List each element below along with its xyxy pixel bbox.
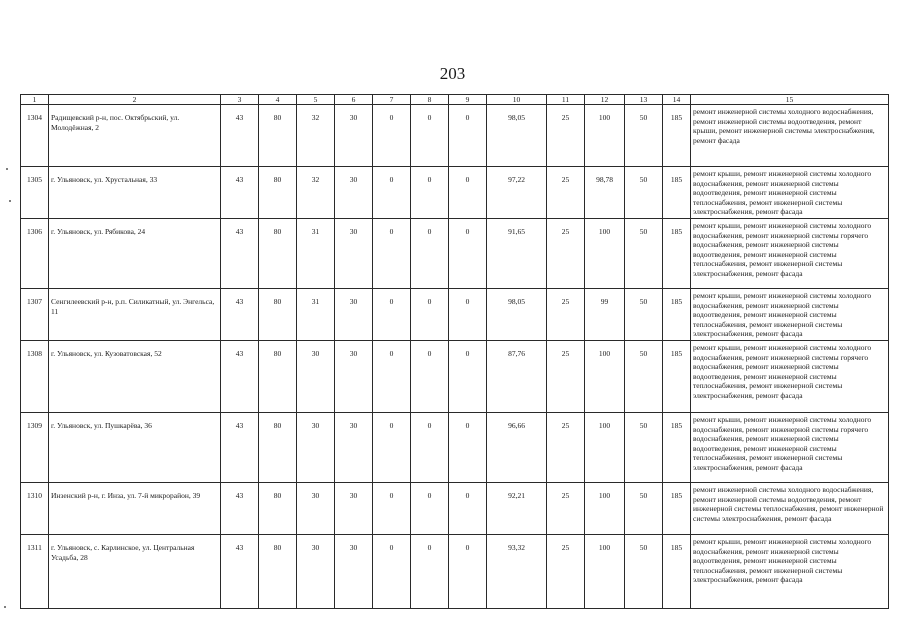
cell-value: 0 xyxy=(449,167,487,219)
cell-value: 43 xyxy=(221,534,259,608)
row-works: ремонт крыши, ремонт инженерной системы холодного водоснабжения, ремонт инженерной системы горячего водоснабжения, ремонт инженерной системы водоотведения, ремонт инженерной системы теплоснабжения, ремонт инженерной системы электроснабжения, ремонт фасада xyxy=(691,218,889,288)
cell-value: 185 xyxy=(663,105,691,167)
row-address: г. Ульяновск, ул. Пушкарёва, 36 xyxy=(49,412,221,482)
column-number: 4 xyxy=(259,95,297,105)
cell-value: 25 xyxy=(547,534,585,608)
cell-value: 87,76 xyxy=(487,340,547,412)
row-id: 1306 xyxy=(21,218,49,288)
table-row xyxy=(21,105,889,167)
cell-value: 185 xyxy=(663,482,691,534)
cell-value: 98,05 xyxy=(487,288,547,340)
cell-value: 31 xyxy=(297,288,335,340)
row-address: г. Ульяновск, ул. Кузоватовская, 52 xyxy=(49,340,221,412)
column-number: 12 xyxy=(585,95,625,105)
table-row xyxy=(21,288,889,340)
column-number: 7 xyxy=(373,95,411,105)
cell-value: 30 xyxy=(297,534,335,608)
cell-value: 93,32 xyxy=(487,534,547,608)
cell-value: 43 xyxy=(221,340,259,412)
cell-value: 0 xyxy=(449,482,487,534)
column-number-row xyxy=(21,95,889,105)
cell-value: 25 xyxy=(547,288,585,340)
row-address: Инзенский р-н, г. Инза, ул. 7-й микрорайон, 39 xyxy=(49,482,221,534)
cell-value: 25 xyxy=(547,105,585,167)
cell-value: 96,66 xyxy=(487,412,547,482)
cell-value: 50 xyxy=(625,167,663,219)
cell-value: 25 xyxy=(547,218,585,288)
table-row xyxy=(21,534,889,608)
cell-value: 30 xyxy=(335,105,373,167)
cell-value: 99 xyxy=(585,288,625,340)
cell-value: 80 xyxy=(259,218,297,288)
cell-value: 30 xyxy=(335,482,373,534)
cell-value: 100 xyxy=(585,534,625,608)
scan-speck xyxy=(4,606,6,608)
column-number: 14 xyxy=(663,95,691,105)
cell-value: 32 xyxy=(297,167,335,219)
cell-value: 0 xyxy=(411,288,449,340)
cell-value: 0 xyxy=(373,412,411,482)
cell-value: 80 xyxy=(259,534,297,608)
cell-value: 0 xyxy=(411,534,449,608)
table-row xyxy=(21,412,889,482)
row-works: ремонт инженерной системы холодного водоснабжения, ремонт инженерной системы водоотведения, ремонт крыши, ремонт инженерной системы электроснабжения, ремонт фасада xyxy=(691,105,889,167)
cell-value: 0 xyxy=(373,167,411,219)
cell-value: 50 xyxy=(625,288,663,340)
cell-value: 25 xyxy=(547,412,585,482)
cell-value: 91,65 xyxy=(487,218,547,288)
cell-value: 43 xyxy=(221,412,259,482)
row-id: 1304 xyxy=(21,105,49,167)
cell-value: 185 xyxy=(663,340,691,412)
cell-value: 30 xyxy=(335,167,373,219)
cell-value: 98,05 xyxy=(487,105,547,167)
cell-value: 98,78 xyxy=(585,167,625,219)
cell-value: 50 xyxy=(625,340,663,412)
cell-value: 0 xyxy=(411,340,449,412)
cell-value: 0 xyxy=(411,218,449,288)
cell-value: 50 xyxy=(625,412,663,482)
cell-value: 0 xyxy=(449,340,487,412)
cell-value: 0 xyxy=(373,482,411,534)
column-number: 2 xyxy=(49,95,221,105)
cell-value: 31 xyxy=(297,218,335,288)
row-id: 1311 xyxy=(21,534,49,608)
row-works: ремонт инженерной системы холодного водоснабжения, ремонт инженерной системы водоотведения, ремонт инженерной системы теплоснабжения, ремонт инженерной системы электроснабжения, ремонт фасада xyxy=(691,482,889,534)
cell-value: 50 xyxy=(625,218,663,288)
row-works: ремонт крыши, ремонт инженерной системы холодного водоснабжения, ремонт инженерной системы горячего водоснабжения, ремонт инженерной системы водоотведения, ремонт инженерной системы теплоснабжения, ремонт инженерной системы электроснабжения, ремонт фасада xyxy=(691,412,889,482)
cell-value: 30 xyxy=(335,288,373,340)
cell-value: 0 xyxy=(449,534,487,608)
cell-value: 25 xyxy=(547,167,585,219)
cell-value: 25 xyxy=(547,482,585,534)
cell-value: 100 xyxy=(585,105,625,167)
row-works: ремонт крыши, ремонт инженерной системы холодного водоснабжения, ремонт инженерной системы водоотведения, ремонт инженерной системы теплоснабжения, ремонт инженерной системы электроснабжения, ремонт фасада xyxy=(691,534,889,608)
cell-value: 80 xyxy=(259,340,297,412)
table-row xyxy=(21,218,889,288)
cell-value: 80 xyxy=(259,167,297,219)
cell-value: 80 xyxy=(259,482,297,534)
row-id: 1308 xyxy=(21,340,49,412)
row-address: г. Ульяновск, с. Карлинское, ул. Центральная Усадьба, 28 xyxy=(49,534,221,608)
cell-value: 0 xyxy=(411,167,449,219)
cell-value: 0 xyxy=(411,482,449,534)
repair-program-table xyxy=(20,94,889,609)
cell-value: 30 xyxy=(335,412,373,482)
cell-value: 0 xyxy=(411,412,449,482)
cell-value: 25 xyxy=(547,340,585,412)
cell-value: 0 xyxy=(373,534,411,608)
cell-value: 0 xyxy=(449,105,487,167)
scan-speck xyxy=(9,200,11,202)
cell-value: 50 xyxy=(625,105,663,167)
cell-value: 185 xyxy=(663,288,691,340)
row-id: 1310 xyxy=(21,482,49,534)
table-row xyxy=(21,482,889,534)
cell-value: 100 xyxy=(585,482,625,534)
cell-value: 97,22 xyxy=(487,167,547,219)
cell-value: 43 xyxy=(221,105,259,167)
cell-value: 30 xyxy=(335,534,373,608)
column-number: 13 xyxy=(625,95,663,105)
row-id: 1307 xyxy=(21,288,49,340)
column-number: 9 xyxy=(449,95,487,105)
cell-value: 0 xyxy=(373,288,411,340)
column-number: 15 xyxy=(691,95,889,105)
cell-value: 50 xyxy=(625,482,663,534)
row-works: ремонт крыши, ремонт инженерной системы холодного водоснабжения, ремонт инженерной системы водоотведения, ремонт инженерной системы теплоснабжения, ремонт инженерной системы электроснабжения, ремонт фасада xyxy=(691,167,889,219)
table-row xyxy=(21,167,889,219)
row-address: Радищевский р-н, пос. Октябрьский, ул. Молодёжная, 2 xyxy=(49,105,221,167)
cell-value: 185 xyxy=(663,534,691,608)
cell-value: 0 xyxy=(373,105,411,167)
page-number: 203 xyxy=(439,64,466,83)
cell-value: 50 xyxy=(625,534,663,608)
cell-value: 100 xyxy=(585,340,625,412)
cell-value: 92,21 xyxy=(487,482,547,534)
cell-value: 80 xyxy=(259,105,297,167)
cell-value: 100 xyxy=(585,218,625,288)
column-number: 3 xyxy=(221,95,259,105)
column-number: 1 xyxy=(21,95,49,105)
column-number: 6 xyxy=(335,95,373,105)
cell-value: 43 xyxy=(221,167,259,219)
cell-value: 30 xyxy=(297,340,335,412)
cell-value: 80 xyxy=(259,412,297,482)
cell-value: 185 xyxy=(663,167,691,219)
row-works: ремонт крыши, ремонт инженерной системы холодного водоснабжения, ремонт инженерной системы водоотведения, ремонт инженерной системы теплоснабжения, ремонт инженерной системы электроснабжения, ремонт фасада xyxy=(691,288,889,340)
cell-value: 30 xyxy=(335,218,373,288)
cell-value: 0 xyxy=(449,412,487,482)
cell-value: 0 xyxy=(449,288,487,340)
scan-speck xyxy=(6,168,8,170)
row-id: 1309 xyxy=(21,412,49,482)
cell-value: 185 xyxy=(663,412,691,482)
column-number: 10 xyxy=(487,95,547,105)
cell-value: 32 xyxy=(297,105,335,167)
row-id: 1305 xyxy=(21,167,49,219)
row-address: г. Ульяновск, ул. Рябикова, 24 xyxy=(49,218,221,288)
cell-value: 43 xyxy=(221,218,259,288)
table-row xyxy=(21,340,889,412)
cell-value: 100 xyxy=(585,412,625,482)
cell-value: 30 xyxy=(335,340,373,412)
cell-value: 185 xyxy=(663,218,691,288)
row-works: ремонт крыши, ремонт инженерной системы холодного водоснабжения, ремонт инженерной системы горячего водоснабжения, ремонт инженерной системы водоотведения, ремонт инженерной системы теплоснабжения, ремонт инженерной системы электроснабжения, ремонт фасада xyxy=(691,340,889,412)
cell-value: 43 xyxy=(221,288,259,340)
cell-value: 0 xyxy=(411,105,449,167)
cell-value: 43 xyxy=(221,482,259,534)
cell-value: 30 xyxy=(297,482,335,534)
cell-value: 30 xyxy=(297,412,335,482)
column-number: 11 xyxy=(547,95,585,105)
row-address: Сенгилеевский р-н, р.п. Силикатный, ул. Энгельса, 11 xyxy=(49,288,221,340)
column-number: 8 xyxy=(411,95,449,105)
cell-value: 0 xyxy=(373,340,411,412)
cell-value: 80 xyxy=(259,288,297,340)
cell-value: 0 xyxy=(373,218,411,288)
cell-value: 0 xyxy=(449,218,487,288)
column-number: 5 xyxy=(297,95,335,105)
row-address: г. Ульяновск, ул. Хрустальная, 33 xyxy=(49,167,221,219)
